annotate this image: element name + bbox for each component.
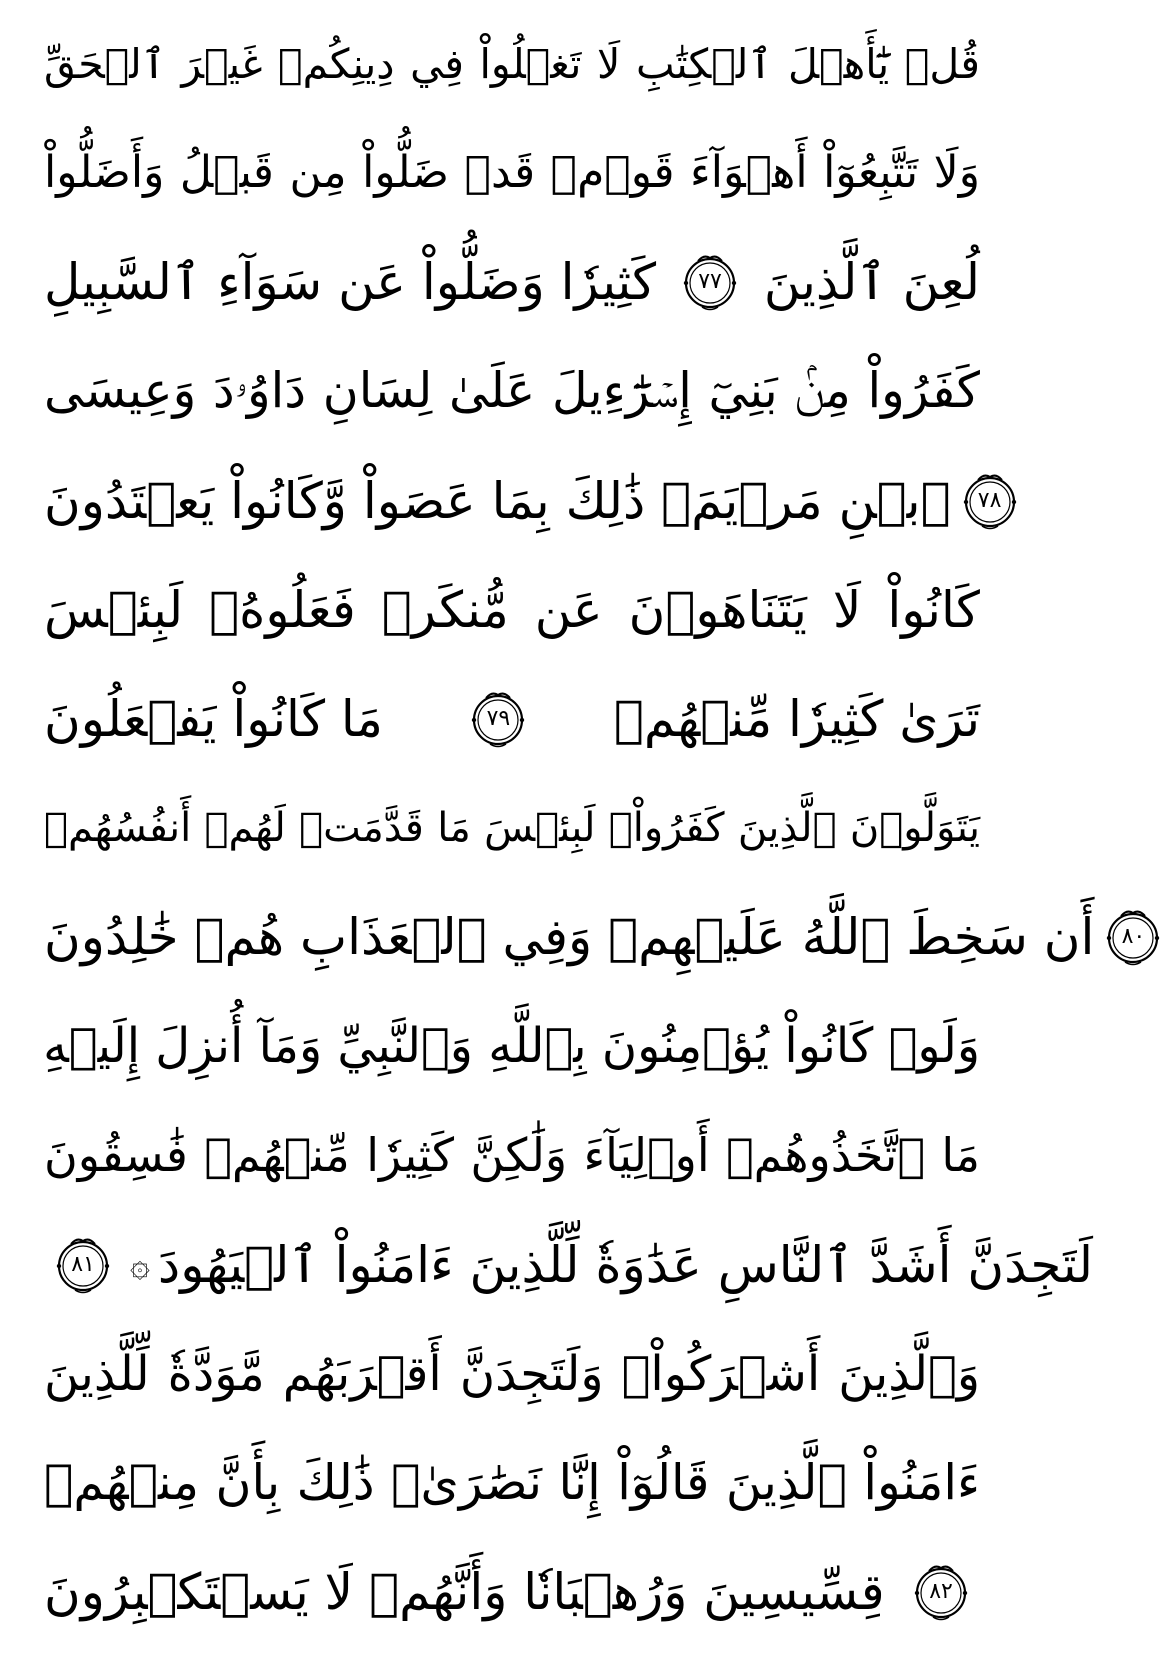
verse-line (44, 673, 980, 765)
hizb-quarter-icon: ۞ (130, 1244, 150, 1285)
verse-line (44, 564, 980, 656)
verse-text: لَتَجِدَنَّ أَشَدَّ ٱلنَّاسِ عَدَٰوَةٗ لِّلَّذِينَ ءَامَنُواْ ٱلۡيَهُودَ (157, 1235, 1093, 1294)
verse-text: وَلَا تَتَّبِعُوٓاْ أَهۡوَآءَ قَوۡمٖ قَدۡ ضَلُّواْ مِن قَبۡلُ وَأَضَلُّواْ (44, 147, 980, 199)
ayah-number-marker (54, 1233, 112, 1297)
ayah-number-marker (912, 1560, 970, 1624)
verse-line (44, 127, 980, 219)
ayah-number: ٧٧ (698, 269, 722, 295)
verse-text: كَثِيرٗا وَضَلُّواْ عَن سَوَآءِ ٱلسَّبِيلِ (44, 253, 657, 312)
verse-line (44, 455, 1002, 547)
verse-lines (43, 18, 1146, 1638)
verse-text: كَفَرُواْ مِنۢ بَنِيٓ إِسۡرَٰٓءِيلَ عَلَىٰ لِسَانِ دَاوُۥدَ وَعِيسَى (44, 362, 980, 420)
verse-text: قِسِّيسِينَ وَرُهۡبَانٗا وَأَنَّهُمۡ لَا يَسۡتَكۡبِرُونَ (44, 1562, 885, 1621)
ayah-number: ٧٨ (977, 487, 1002, 513)
verse-line (44, 891, 1146, 983)
verse-text: تَرَىٰ كَثِيرٗا مِّنۡهُمۡ (613, 689, 980, 748)
verse-text: لُعِنَ ٱلَّذِينَ (763, 253, 980, 312)
verse-line (44, 1219, 1093, 1311)
ayah-number: ٨٠ (1121, 924, 1146, 950)
verse-text: ءَامَنُواْ ٱلَّذِينَ قَالُوٓاْ إِنَّا نَصَٰرَىٰۚ ذَٰلِكَ بِأَنَّ مِنۡهُمۡ (44, 1453, 980, 1511)
verse-text: وَلَوۡ كَانُواْ يُؤۡمِنُونَ بِٱللَّهِ وَٱلنَّبِيِّ وَمَآ أُنزِلَ إِلَيۡهِ (43, 1018, 980, 1075)
verse-line (44, 1546, 980, 1638)
verse-line (44, 1109, 980, 1201)
verse-text: وَٱلَّذِينَ أَشۡرَكُواْۖ وَلَتَجِدَنَّ أَقۡرَبَهُم مَّوَدَّةٗ لِّلَّذِينَ (44, 1345, 980, 1402)
verse-text: كَانُواْ لَا يَتَنَاهَوۡنَ عَن مُّنكَرٖ فَعَلُوهُۚ لَبِئۡسَ (44, 580, 980, 639)
ayah-number: ٨١ (71, 1251, 95, 1277)
ayah-number-marker (961, 469, 1019, 533)
ayah-number-marker (681, 250, 739, 314)
verse-line (44, 345, 980, 437)
verse-text: أَن سَخِطَ ٱللَّهُ عَلَيۡهِمۡ وَفِي ٱلۡعَذَابِ هُمۡ خَٰلِدُونَ (44, 908, 1095, 967)
verse-line (44, 1328, 980, 1420)
verse-line (44, 1000, 980, 1092)
ayah-number: ٧٩ (486, 705, 511, 731)
ayah-number: ٨٢ (929, 1578, 953, 1604)
verse-line (44, 782, 980, 874)
verse-line (44, 18, 980, 110)
ayah-number-marker (1104, 905, 1162, 969)
verse-text: يَتَوَلَّوۡنَ ٱلَّذِينَ كَفَرُواْۚ لَبِئۡسَ مَا قَدَّمَتۡ لَهُمۡ أَنفُسُهُمۡ (44, 804, 980, 851)
verse-text: ٱبۡنِ مَرۡيَمَۚ ذَٰلِكَ بِمَا عَصَواْ وَّكَانُواْ يَعۡتَدُونَ (44, 471, 951, 530)
verse-text: مَا كَانُواْ يَفۡعَلُونَ (44, 689, 383, 748)
verse-line (44, 236, 980, 328)
verse-line (44, 1437, 980, 1529)
verse-text: مَا ٱتَّخَذُوهُمۡ أَوۡلِيَآءَ وَلَٰكِنَّ كَثِيرٗا مِّنۡهُمۡ فَٰسِقُونَ (44, 1128, 980, 1183)
verse-text: قُلۡ يَٰٓأَهۡلَ ٱلۡكِتَٰبِ لَا تَغۡلُواْ فِي دِينِكُمۡ غَيۡرَ ٱلۡحَقِّ (44, 40, 980, 88)
ayah-number-marker (469, 687, 527, 751)
